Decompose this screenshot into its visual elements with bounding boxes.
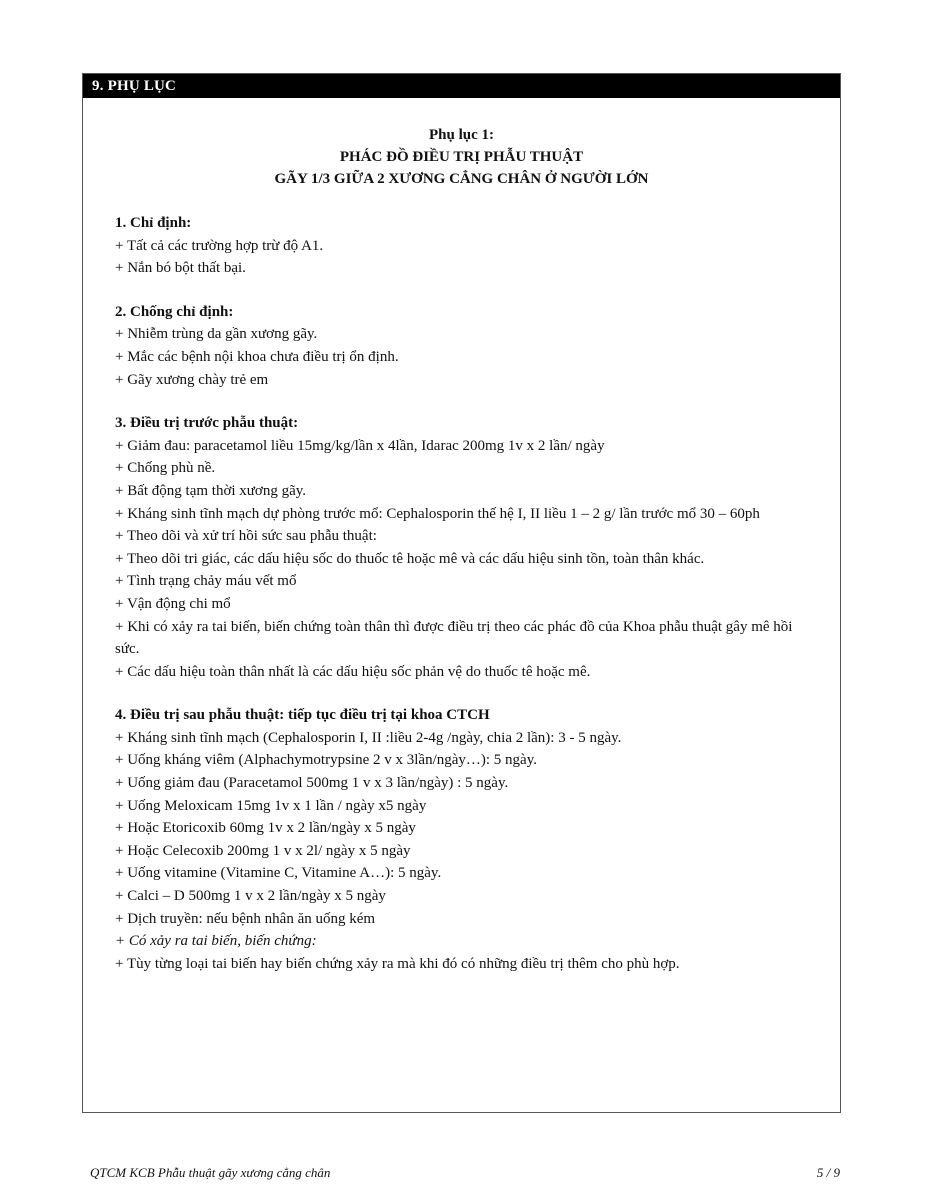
list-item: + Hoặc Etoricoxib 60mg 1v x 2 lần/ngày x 5 ngày [115,820,416,837]
list-item: + Kháng sinh tĩnh mạch dự phòng trước mổ: Cephalosporin thế hệ I, II liều 1 – 2 g/ lần trước mổ 30 – 60ph [115,505,760,522]
section-postoperative [115,704,815,975]
list-item: + Uống Meloxicam 15mg 1v x 1 lần / ngày x5 ngày [115,797,427,814]
page-number: 5 / 9 [816,1165,840,1180]
list-item: + Giảm đau: paracetamol liều 15mg/kg/lần x 4lần, Idarac 200mg 1v x 2 lần/ ngày [115,437,605,454]
footer-document-name: QTCM KCB Phẫu thuật gãy xương cẳng chân [90,1165,331,1180]
appendix-frame [82,73,841,1113]
list-item: + Các dấu hiệu toàn thân nhất là các dấu hiệu sốc phản vệ do thuốc tê hoặc mê. [115,663,591,680]
list-item-italic: + Có xảy ra tai biến, biến chứng: [115,933,317,950]
list-item: + Hoặc Celecoxib 200mg 1 v x 2l/ ngày x 5 ngày [115,842,411,859]
list-item: + Nắn bó bột thất bại. [115,260,246,277]
section-title: 2. Chống chỉ định: [115,303,234,320]
list-item: + Uống vitamine (Vitamine C, Vitamine A…): 5 ngày. [115,865,442,882]
document-body [115,212,815,996]
section-title: 3. Điều trị trước phẫu thuật: [115,415,299,432]
list-item: + Uống giảm đau (Paracetamol 500mg 1 v x 3 lần/ngày) : 5 ngày. [115,775,509,792]
title-block [83,124,840,190]
section-header: 9. PHỤ LỤC [83,74,840,98]
list-item: + Tất cả các trường hợp trừ độ A1. [115,237,324,254]
section-contraindications [115,301,815,391]
list-item: + Theo dõi và xử trí hồi sức sau phẫu thuật: [115,528,377,545]
list-item: + Theo dõi tri giác, các dấu hiệu sốc do thuốc tê hoặc mê và các dấu hiệu sinh tồn, toàn thân khác. [115,550,705,567]
section-preoperative [115,412,815,683]
list-item: + Uống kháng viêm (Alphachymotrypsine 2 v x 3lần/ngày…): 5 ngày. [115,752,537,769]
list-item: + Nhiễm trùng da gần xương gãy. [115,326,318,343]
section-title: 4. Điều trị sau phẫu thuật: tiếp tục điều trị tại khoa CTCH [115,707,490,724]
list-item: + Tình trạng chảy máu vết mổ [115,573,297,590]
list-item: + Chống phù nề. [115,460,216,477]
list-item: + Calci – D 500mg 1 v x 2 lần/ngày x 5 ngày [115,888,386,905]
section-title: 1. Chỉ định: [115,215,192,231]
document-subtitle: GÃY 1/3 GIỮA 2 XƯƠNG CẲNG CHÂN Ở NGƯỜI LỚN [274,171,649,187]
list-item: + Tùy từng loại tai biến hay biến chứng xảy ra mà khi đó có những điều trị thêm cho phù hợp. [115,955,680,972]
list-item: + Gãy xương chày trẻ em [115,371,269,388]
list-item: + Bất động tạm thời xương gãy. [115,482,307,499]
list-item: + Dịch truyền: nếu bệnh nhân ăn uống kém [115,910,376,927]
document-title: PHÁC ĐỒ ĐIỀU TRỊ PHẪU THUẬT [339,149,584,165]
list-item: + Vận động chi mổ [115,595,231,612]
list-item: + Kháng sinh tĩnh mạch (Cephalosporin I, II :liều 2-4g /ngày, chia 2 lần): 3 - 5 ngày. [115,729,622,746]
list-item: + Khi có xảy ra tai biến, biến chứng toàn thân thì được điều trị theo các phác đồ của Khoa phẫu thuật gây mê hồi sức. [115,618,793,658]
appendix-label: Phụ lục 1: [428,127,494,143]
section-indications [115,212,815,280]
list-item: + Mắc các bệnh nội khoa chưa điều trị ổn định. [115,348,399,365]
